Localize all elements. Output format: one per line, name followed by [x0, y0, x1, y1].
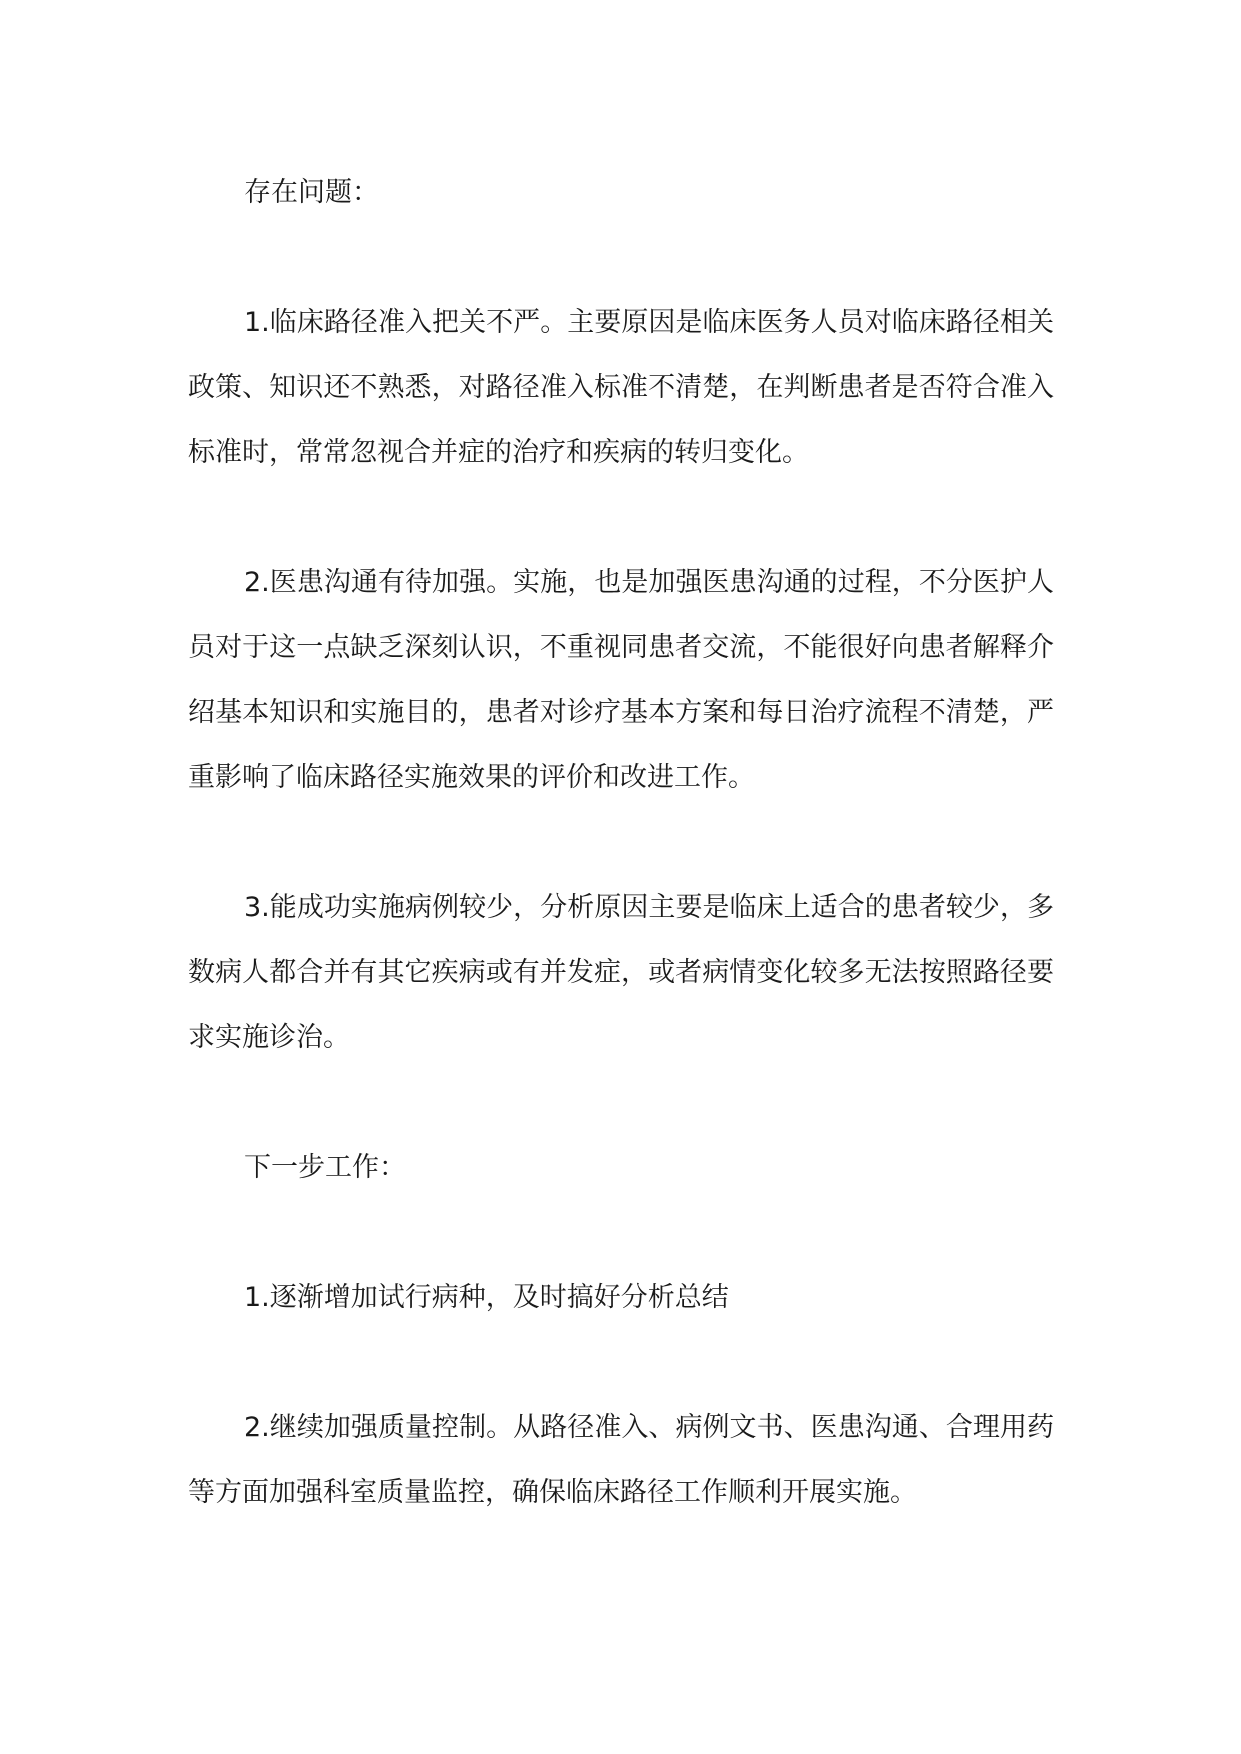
problems-heading: 存在问题：: [244, 177, 379, 208]
next-step-paragraph-1: 1.逐渐增加试行病种，及时搞好分析总结: [244, 1282, 729, 1313]
next-steps-heading: 下一步工作：: [244, 1152, 406, 1183]
issue-paragraph-3: 3.能成功实施病例较少，分析原因主要是临床上适合的患者较少，多数病人都合并有其它疾病或有并发症，或者病情变化较多无法按照路径要求实施诊治。: [188, 892, 1054, 1053]
issue-paragraph-1: 1.临床路径准入把关不严。主要原因是临床医务人员对临床路径相关政策、知识还不熟悉，对路径准入标准不清楚，在判断患者是否符合准入标准时，常常忽视合并症的治疗和疾病的转归变化。: [188, 307, 1054, 468]
issue-paragraph-2: 2.医患沟通有待加强。实施，也是加强医患沟通的过程，不分医护人员对于这一点缺乏深刻认识，不重视同患者交流，不能很好向患者解释介绍基本知识和实施目的，患者对诊疗基本方案和每日治疗流程不清楚，严重影响了临床路径实施效果的评价和改进工作。: [188, 567, 1054, 793]
document-body: [188, 160, 1054, 1525]
next-step-paragraph-2: 2.继续加强质量控制。从路径准入、病例文书、医患沟通、合理用药等方面加强科室质量监控，确保临床路径工作顺利开展实施。: [188, 1412, 1054, 1508]
